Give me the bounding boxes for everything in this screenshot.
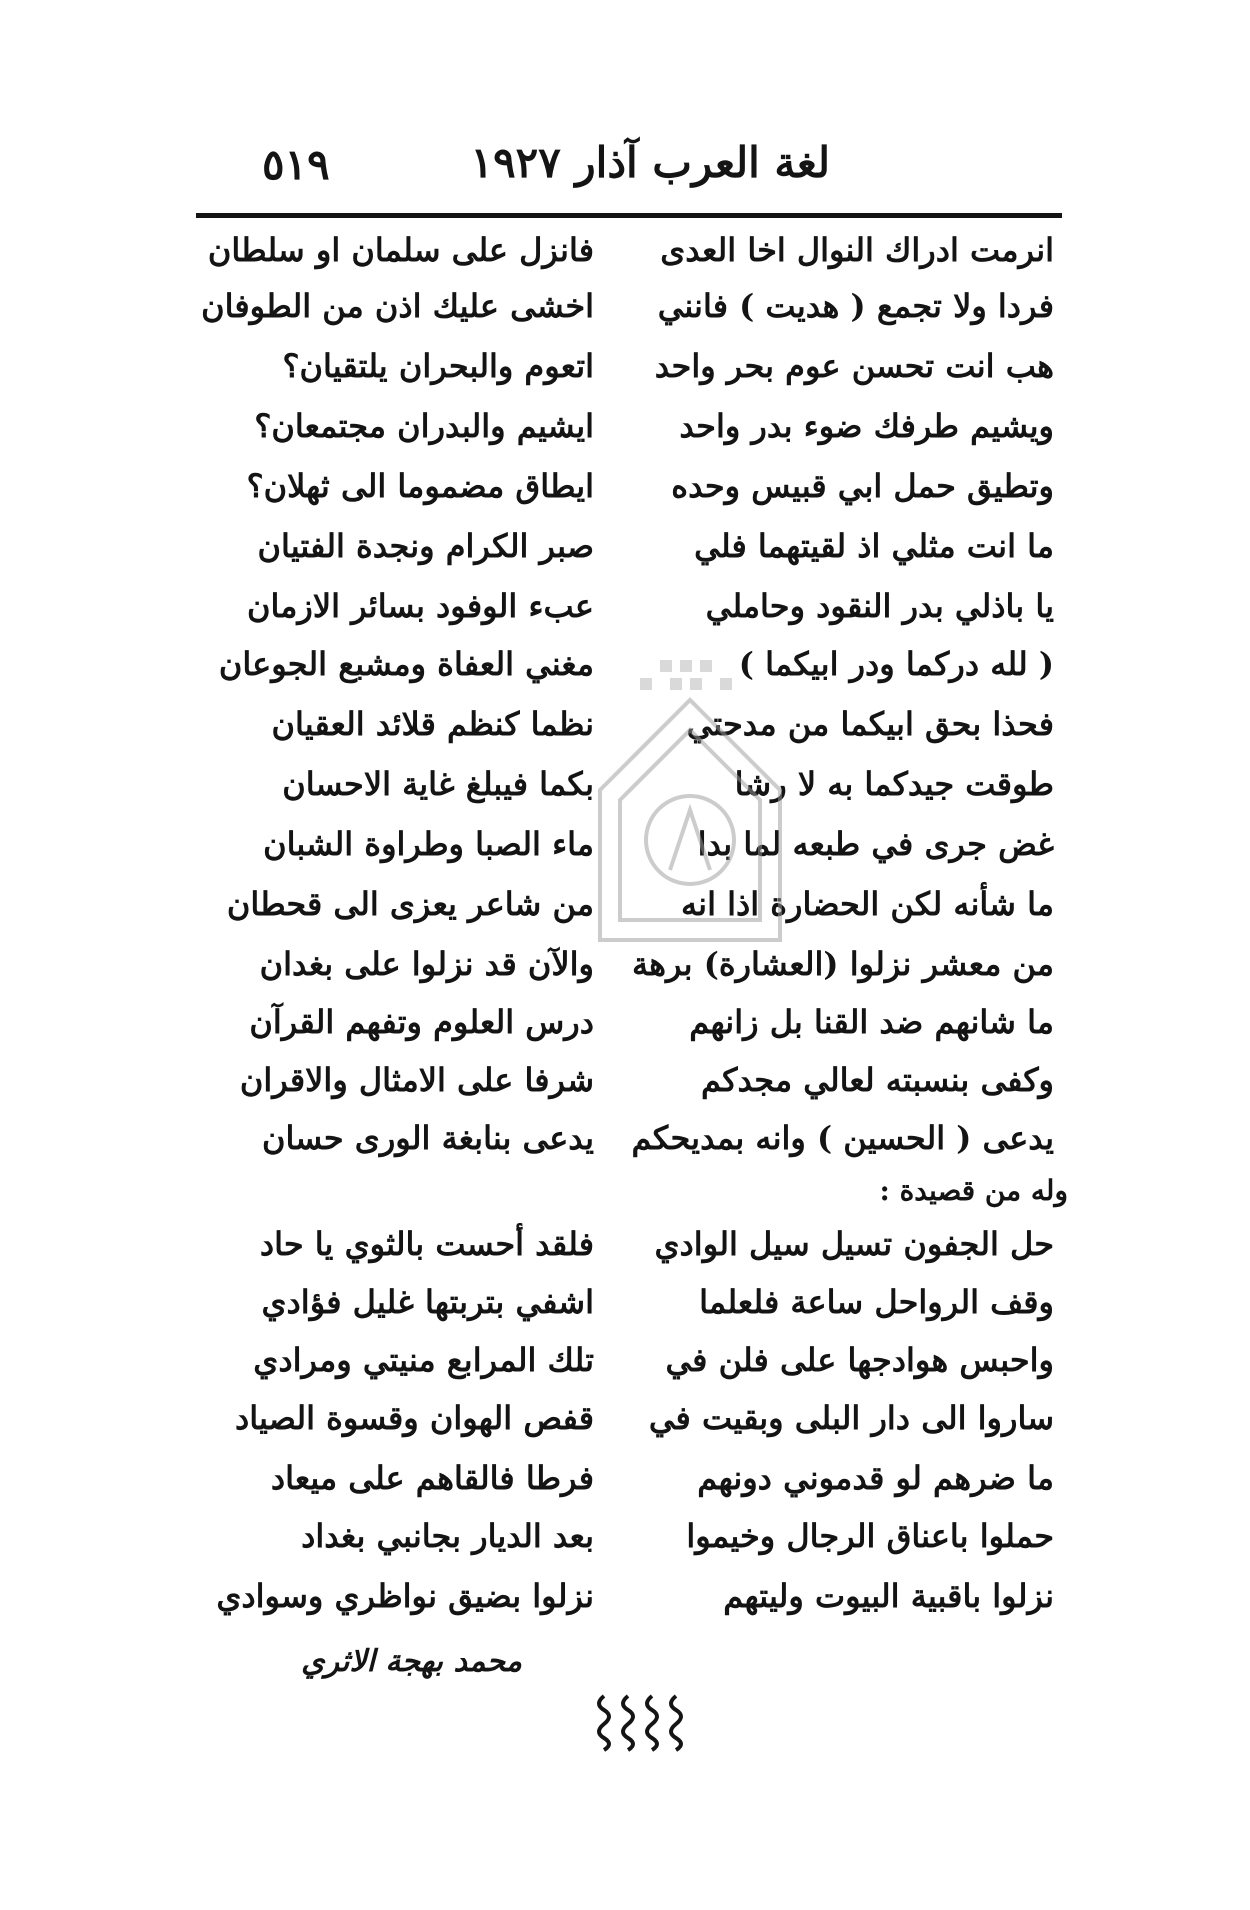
verse2-right-6: حملوا باعناق الرجال وخيموا xyxy=(686,1517,1054,1555)
verse-right-15: وكفى بنسبته لعالي مجدكم xyxy=(700,1061,1054,1099)
page-number: ٥١٩ xyxy=(262,140,330,189)
verse-right-2: فردا ولا تجمع ( هديت ) فانني xyxy=(657,287,1054,325)
running-title: لغة العرب آذار ١٩٢٧ xyxy=(470,138,830,187)
verse-left-9: نظما كنظم قلائد العقيان xyxy=(271,705,594,743)
verse-left-13: والآن قد نزلوا على بغدان xyxy=(259,945,594,983)
verse2-left-5: فرطا فالقاهم على ميعاد xyxy=(270,1459,594,1497)
verse2-right-2: وقف الرواحل ساعة فلعلما xyxy=(699,1283,1054,1321)
verse-right-9: فحذا بحق ابيكما من مدحتي xyxy=(686,705,1054,743)
verse-left-3: اتعوم والبحران يلتقيان؟ xyxy=(282,347,594,385)
verse2-right-7: نزلوا باقبية البيوت وليتهم xyxy=(723,1577,1054,1615)
verse-right-16: يدعى ( الحسين ) وانه بمديحكم xyxy=(631,1119,1054,1157)
verse-left-15: شرفا على الامثال والاقران xyxy=(239,1061,594,1099)
verse-right-10: طوقت جيدكما به لا رشا xyxy=(734,765,1054,803)
verse-right-8: ( لله دركما ودر ابيكما ) xyxy=(738,645,1054,683)
poem-2-intro: وله من قصيدة : xyxy=(879,1174,1068,1207)
verse-left-6: صبر الكرام ونجدة الفتيان xyxy=(257,527,594,565)
verse-right-4: ويشيم طرفك ضوء بدر واحد xyxy=(679,407,1054,445)
author-signature: محمد بهجة الاثري xyxy=(301,1644,522,1679)
verse-right-3: هب انت تحسن عوم بحر واحد xyxy=(654,347,1054,385)
closing-flourish-icon xyxy=(590,1690,690,1754)
verse-left-16: يدعى بنابغة الورى حسان xyxy=(262,1119,594,1157)
verse2-left-2: اشفي بتربتها غليل فؤادي xyxy=(261,1283,594,1321)
verse2-left-6: بعد الديار بجانبي بغداد xyxy=(301,1517,594,1555)
verse-left-5: ايطاق مضموما الى ثهلان؟ xyxy=(246,467,594,505)
verse-right-7: يا باذلي بدر النقود وحاملي xyxy=(705,587,1054,625)
verse-right-11: غض جرى في طبعه لما بدا xyxy=(697,825,1054,863)
verse-right-14: ما شانهم ضد القنا بل زانهم xyxy=(689,1003,1054,1041)
verse2-right-3: واحبس هوادجها على فلن في xyxy=(665,1341,1054,1379)
verse-left-12: من شاعر يعزى الى قحطان xyxy=(226,885,594,923)
verse-left-8: مغني العفاة ومشبع الجوعان xyxy=(218,645,594,683)
verse2-left-4: قفص الهوان وقسوة الصياد xyxy=(234,1399,594,1437)
verse-right-1: انرمت ادراك النوال اخا العدى xyxy=(660,231,1054,269)
header-rule xyxy=(196,213,1062,218)
verse2-left-1: فلقد أحست بالثوي يا حاد xyxy=(259,1225,594,1263)
verse-left-4: ايشيم والبدران مجتمعان؟ xyxy=(254,407,594,445)
verse-left-7: عبء الوفود بسائر الازمان xyxy=(247,587,594,625)
verse2-left-3: تلك المرابع منيتي ومرادي xyxy=(253,1341,594,1379)
verse-left-14: درس العلوم وتفهم القرآن xyxy=(249,1003,594,1041)
verse-left-1: فانزل على سلمان او سلطان xyxy=(207,231,594,269)
verse2-left-7: نزلوا بضيق نواظري وسوادي xyxy=(216,1577,594,1615)
verse-right-13: من معشر نزلوا (العشارة) برهة xyxy=(631,945,1054,983)
verse-left-2: اخشى عليك اذن من الطوفان xyxy=(201,287,594,325)
verse-left-11: ماء الصبا وطراوة الشبان xyxy=(263,825,594,863)
verse2-right-5: ما ضرهم لو قدموني دونهم xyxy=(697,1459,1054,1497)
verse-right-12: ما شأنه لكن الحضارة اذا انه xyxy=(681,885,1054,923)
verse-right-5: وتطيق حمل ابي قبيس وحده xyxy=(671,467,1054,505)
verse-right-6: ما انت مثلي اذ لقيتهما فلي xyxy=(694,527,1054,565)
verse2-right-1: حل الجفون تسيل سيل الوادي xyxy=(654,1225,1054,1263)
verse2-right-4: ساروا الى دار البلى وبقيت في xyxy=(648,1399,1054,1437)
verse-left-10: بكما فيبلغ غاية الاحسان xyxy=(282,765,594,803)
library-stamp-watermark-icon xyxy=(540,640,840,980)
